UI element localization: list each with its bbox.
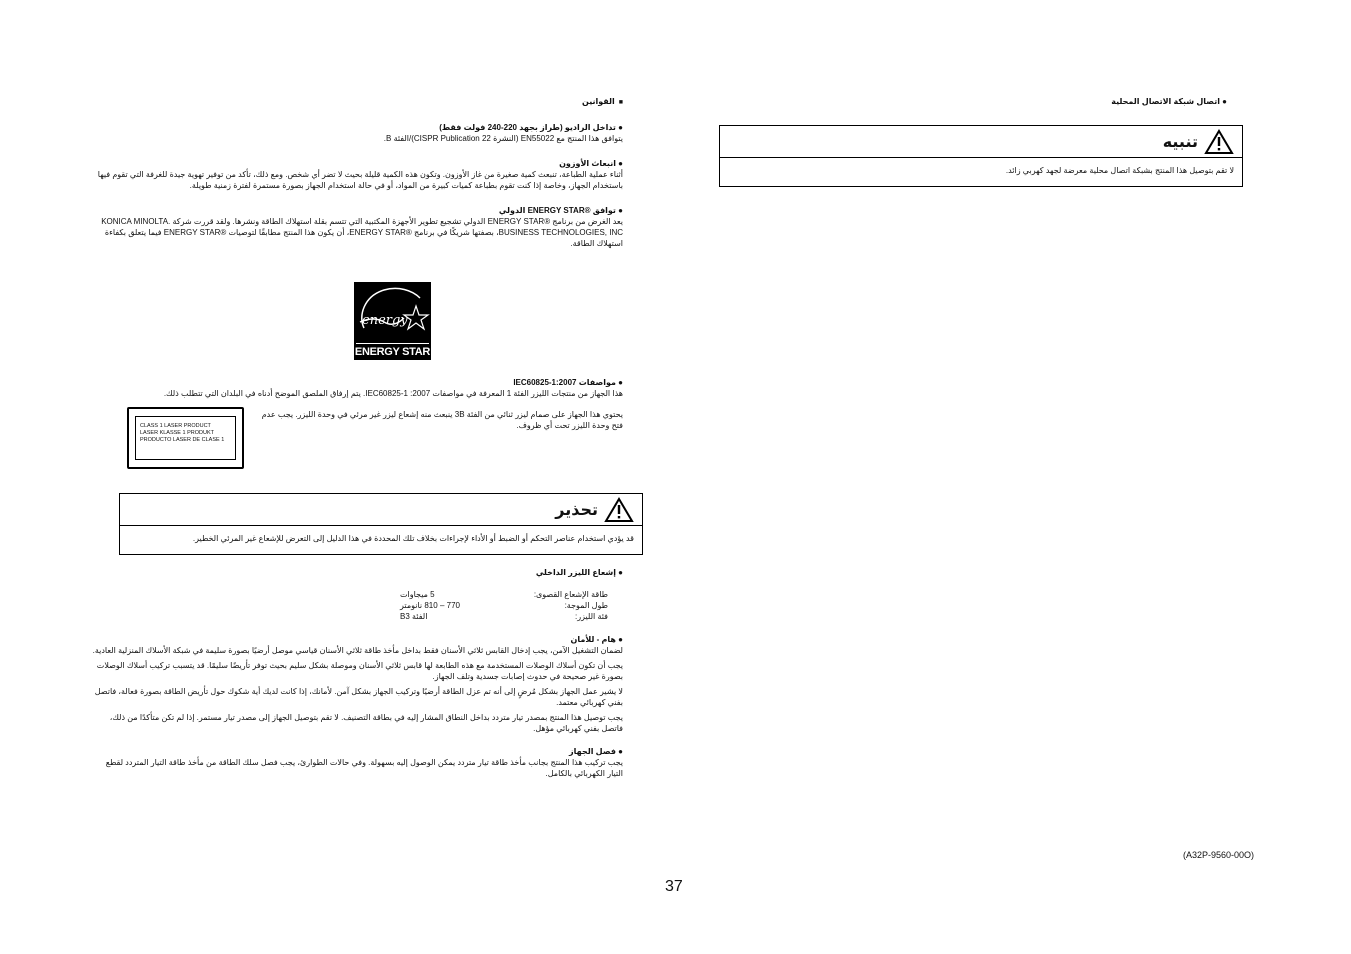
energy-star-logo <box>354 282 431 360</box>
warning-triangle-icon <box>604 497 634 523</box>
document-code: (A32P-9560-00O) <box>1183 850 1255 860</box>
internal-laser-heading: ● إشعاع الليزر الداخلي <box>535 568 623 577</box>
item-body: يعد الغرض من برنامج ®ENERGY STAR الدولي تشجيع تطوير الأجهزة المكتبية التي تتسم بقلة استهلاك الطاقة ونشرها. ولقد قررت شركة .KONICA MINOLTA BUSINESS TECHNOLOGIES, INC، بصفتها شريكًا في برنامج ®ENERGY STAR، أن يكون هذا المنتج مطابقًا لتوصيات ®ENERGY STAR فيما يتعلق بكفاءة استهلاك الطاقة. <box>101 217 623 248</box>
warning-body: قد يؤدي استخدام عناصر التحكم أو الضبط أو الأداء لإجراءات بخلاف تلك المحددة في هذا الدليل إلى التعرض للإشعاع غير المرئي الخطير. <box>192 534 634 543</box>
safety-section <box>90 634 623 779</box>
internal-laser-section <box>90 567 623 578</box>
iec-section <box>90 377 623 399</box>
laser-diode-text: يحتوي هذا الجهاز على صمام ليزر ثنائي من الفئة 3B ينبعث منه إشعاع ليزر غير مرئي في وحدة الليزر. يجب عدم فتح وحدة الليزر تحت أي ظروف. <box>261 410 623 430</box>
item-energy-star <box>90 205 623 249</box>
item-radio-interference <box>90 122 623 144</box>
laser-label-line: CLASS 1 LASER PRODUCT <box>140 423 211 429</box>
item-heading: ● تداخل الراديو (طراز بجهد 220-240 فولت فقط) <box>439 123 623 132</box>
iec-heading: ● مواصفات IEC60825-1:2007 <box>513 378 623 387</box>
spec-row <box>400 589 608 600</box>
safety-heading: ● هام - للأمان <box>570 635 623 644</box>
warning-box <box>119 493 643 555</box>
caution-box-header <box>720 126 1242 158</box>
section-heading-regulations: ■القوانين <box>582 97 623 106</box>
right-column <box>719 96 1227 107</box>
spec-value: 5 ميجاوات <box>400 590 435 599</box>
caution-box <box>719 125 1243 187</box>
svg-text:energy: energy <box>362 313 408 328</box>
warning-title: تحذير <box>555 501 598 519</box>
safety-paragraph: يجب أن تكون أسلاك الوصلات المستخدمة مع هذه الطابعة لها قابس ثلاثي الأسنان وموصلة بشكل سليم بحيث توفر تأريضًا سليمًا. قد يتسبب تركيب أسلاك الوصلات بصورة غير صحيحة في حدوث إصابات جسدية وتلف الجهاز. <box>96 661 623 681</box>
spec-label: طول الموجة: <box>564 601 608 610</box>
warning-box-header <box>120 494 642 526</box>
spec-label: طاقة الإشعاع القصوى: <box>533 590 608 599</box>
item-body: أثناء عملية الطباعة، تنبعث كمية صغيرة من غاز الأوزون. وتكون هذه الكمية قليلة بحيث لا تضر أي شخص. ومع ذلك، تأكد من توفير تهوية جيدة للغرفة التي تقوم فيها باستخدام الجهاز، وخاصة إذا كنت تقوم بطباعة كميات كبيرة من المواد، أو في حالة استخدام الجهاز بصورة مستمرة لفترة زمنية طويلة. <box>97 170 623 190</box>
safety-paragraph: لضمان التشغيل الآمن، يجب إدخال القابس ثلاثي الأسنان فقط بداخل مأخذ طاقة ثلاثي الأسنان قياسي موصل أرضيًا بصورة سليمة في شبكة الأسلاك المنزلية العادية. <box>92 646 623 655</box>
laser-product-label <box>127 407 244 469</box>
square-bullet-icon: ■ <box>618 99 623 106</box>
disconnect-body: يجب تركيب هذا المنتج بجانب مأخذ طاقة تيار متردد يمكن الوصول إليه بسهولة. وفي حالات الطوارئ، يجب فصل سلك الطاقة من مأخذ طاقة التيار المتردد لقطع التيار الكهربائي بالكامل. <box>105 758 623 778</box>
safety-paragraph: لا يشير عمل الجهاز بشكل مُرضٍ إلى أنه تم عزل الطاقة أرضيًا وتركيب الجهاز بشكل آمن. لأمانك، إذا كانت لديك أية شكوك حول تأريض الطاقة بصورة فعالة، فاتصل بفني كهربائي معتمد. <box>94 687 623 707</box>
item-ozone <box>90 158 623 191</box>
item-body: يتوافق هذا المنتج مع EN55022 (النشرة 22 CISPR Publication)/الفئة B. <box>383 134 623 143</box>
spec-value: 770 – 810 نانومتر <box>400 601 460 610</box>
laser-label-line: PRODUCTO LASER DE CLASE 1 <box>140 437 225 443</box>
page-number: 37 <box>665 878 683 895</box>
disconnect-heading: ● فصل الجهاز <box>569 747 623 756</box>
caution-triangle-icon <box>1204 129 1234 155</box>
spec-label: فئة الليزر: <box>575 612 608 621</box>
caution-title: تنبيه <box>1162 133 1198 151</box>
left-column <box>90 96 623 249</box>
spec-row <box>400 600 608 611</box>
safety-paragraph: يجب توصيل هذا المنتج بمصدر تيار متردد بداخل النطاق المشار إليه في بطاقة التصنيف. لا تقم بتوصيل الجهاز إلى مصدر تيار مستمر. إذا لم تكن متأكدًا من ذلك، فاتصل بفني كهربائي مؤهل. <box>109 713 623 733</box>
section-heading-lan: ● اتصال شبكة الاتصال المحلية <box>1111 97 1227 106</box>
item-heading: ● توافق ®ENERGY STAR الدولي <box>498 206 623 215</box>
item-heading: ● انبعاث الأوزون <box>559 159 623 168</box>
laser-spec-table <box>400 589 608 622</box>
energy-star-logo-text: ENERGY STAR <box>354 346 431 358</box>
caution-body: لا تقم بتوصيل هذا المنتج بشبكة اتصال محلية معرضة لجهد كهربي زائد. <box>1005 166 1234 175</box>
iec-body: هذا الجهاز من منتجات الليزر الفئة 1 المعرفة في مواصفات IEC60825-1 :2007. يتم إرفاق الملصق الموضح أدناه في البلدان التي تتطلب ذلك. <box>163 389 623 398</box>
spec-row <box>400 611 608 622</box>
energy-star-icon <box>354 282 431 344</box>
spec-value: الفئة B3 <box>400 612 428 621</box>
laser-label-line: LASER KLASSE 1 PRODUKT <box>140 430 214 436</box>
